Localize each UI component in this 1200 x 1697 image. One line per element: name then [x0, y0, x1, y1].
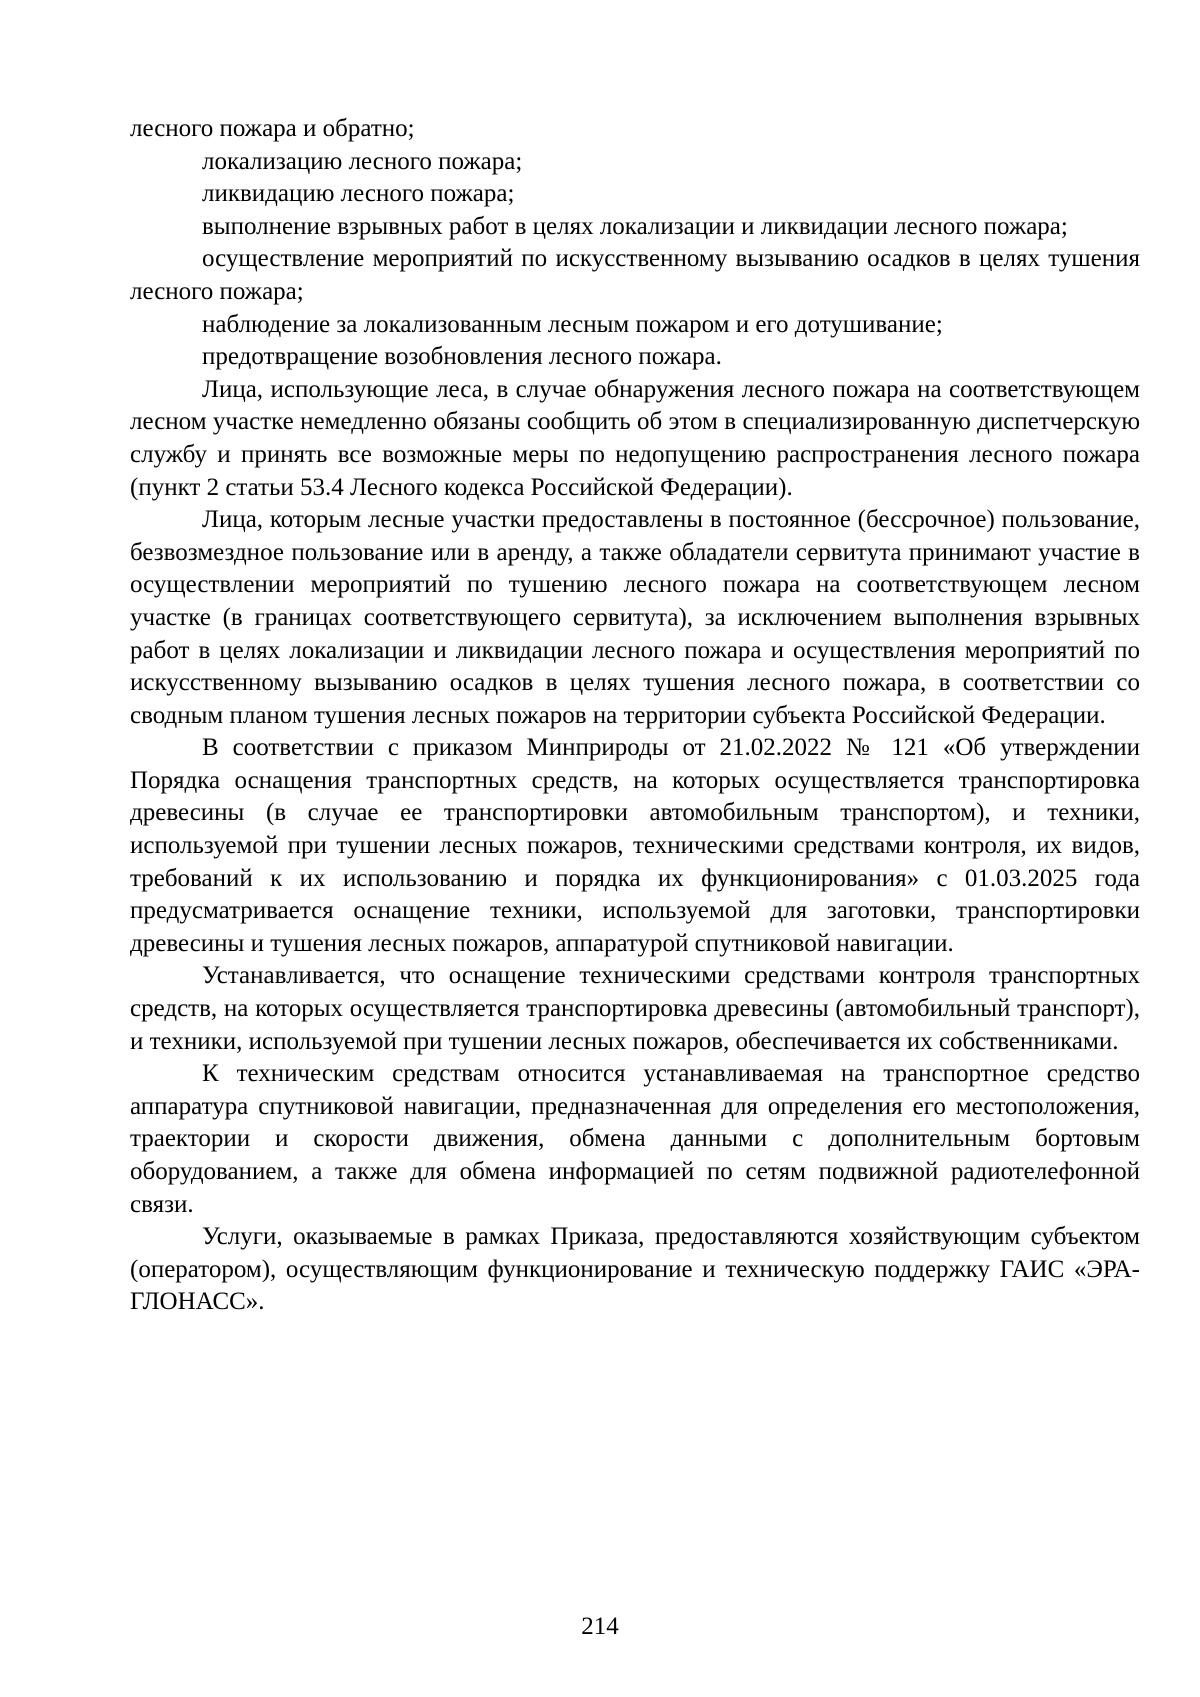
page-number: 214 — [581, 1613, 619, 1640]
paragraph-continuation: лесного пожара и обратно; — [130, 115, 415, 142]
paragraph-owners-equip: Устанавливается, что оснащение техническими средствами контроля транспортных средств, на которых осуществляется транспортировка древесины (автомобильный транспорт), и техники, используемой при тушении лесных пожаров, обеспечивается их собственниками. — [130, 962, 1140, 1055]
list-item-observation: наблюдение за локализованным лесным пожаром и его дотушивание; — [202, 310, 943, 338]
document-body — [130, 113, 1140, 1319]
list-item-precipitation: осуществление мероприятий по искусственному вызыванию осадков в целях тушения лесного пожара; — [130, 245, 1140, 305]
paragraph-services-operator: Услуги, оказываемые в рамках Приказа, предоставляются хозяйствующим субъектом (оператором), осуществляющим функционирование и техническую поддержку ГАИС «ЭРА-ГЛОНАСС». — [130, 1223, 1140, 1316]
list-item-localization: локализацию лесного пожара; — [202, 147, 523, 175]
paragraph-forest-users: Лица, использующие леса, в случае обнаружения лесного пожара на соответствующем лесном участке немедленно обязаны сообщить об этом в специализированную диспетчерскую службу и принять все возможные меры по недопущению распространения лесного пожара (пункт 2 статьи 53.4 Лесного кодекса Российской Федерации). — [130, 375, 1140, 501]
paragraph-order-121: В соответствии с приказом Минприроды от 21.02.2022 № 121 «Об утверждении Порядка оснащения транспортных средств, на которых осуществляется транспортировка древесины (в случае ее транспортировки автомобильным транспортом), и техники, используемой при тушении лесных пожаров, техническими средствами контроля, их видов, требований к их использованию и порядка их функционирования» с 01.03.2025 года предусматривается оснащение техники, используемой для заготовки, транспортировки древесины и тушения лесных пожаров, аппаратурой спутниковой навигации. — [130, 734, 1140, 957]
list-item-liquidation: ликвидацию лесного пожара; — [202, 180, 515, 208]
list-item-prevention: предотвращение возобновления лесного пожара. — [202, 343, 722, 371]
list-item-blasting: выполнение взрывных работ в целях локализации и ликвидации лесного пожара; — [202, 212, 1068, 240]
paragraph-lease-holders: Лица, которым лесные участки предоставлены в постоянное (бессрочное) пользование, безвозмездное пользование или в аренду, а также обладатели сервитута принимают участие в осуществлении мероприятий по тушению лесного пожара на соответствующем лесном участке (в границах соответствующего сервитута), за исключением выполнения взрывных работ в целях локализации и ликвидации лесного пожара и осуществления мероприятий по искусственному вызыванию осадков в целях тушения лесного пожара, в соответствии со сводным планом тушения лесных пожаров на территории субъекта Российской Федерации. — [130, 506, 1140, 729]
paragraph-technical-means: К техническим средствам относится устанавливаемая на транспортное средство аппаратура спутниковой навигации, предназначенная для определения его местоположения, траектории и скорости движения, обмена данными с дополнительным бортовым оборудованием, а также для обмена информацией по сетям подвижной радиотелефонной связи. — [130, 1060, 1140, 1218]
